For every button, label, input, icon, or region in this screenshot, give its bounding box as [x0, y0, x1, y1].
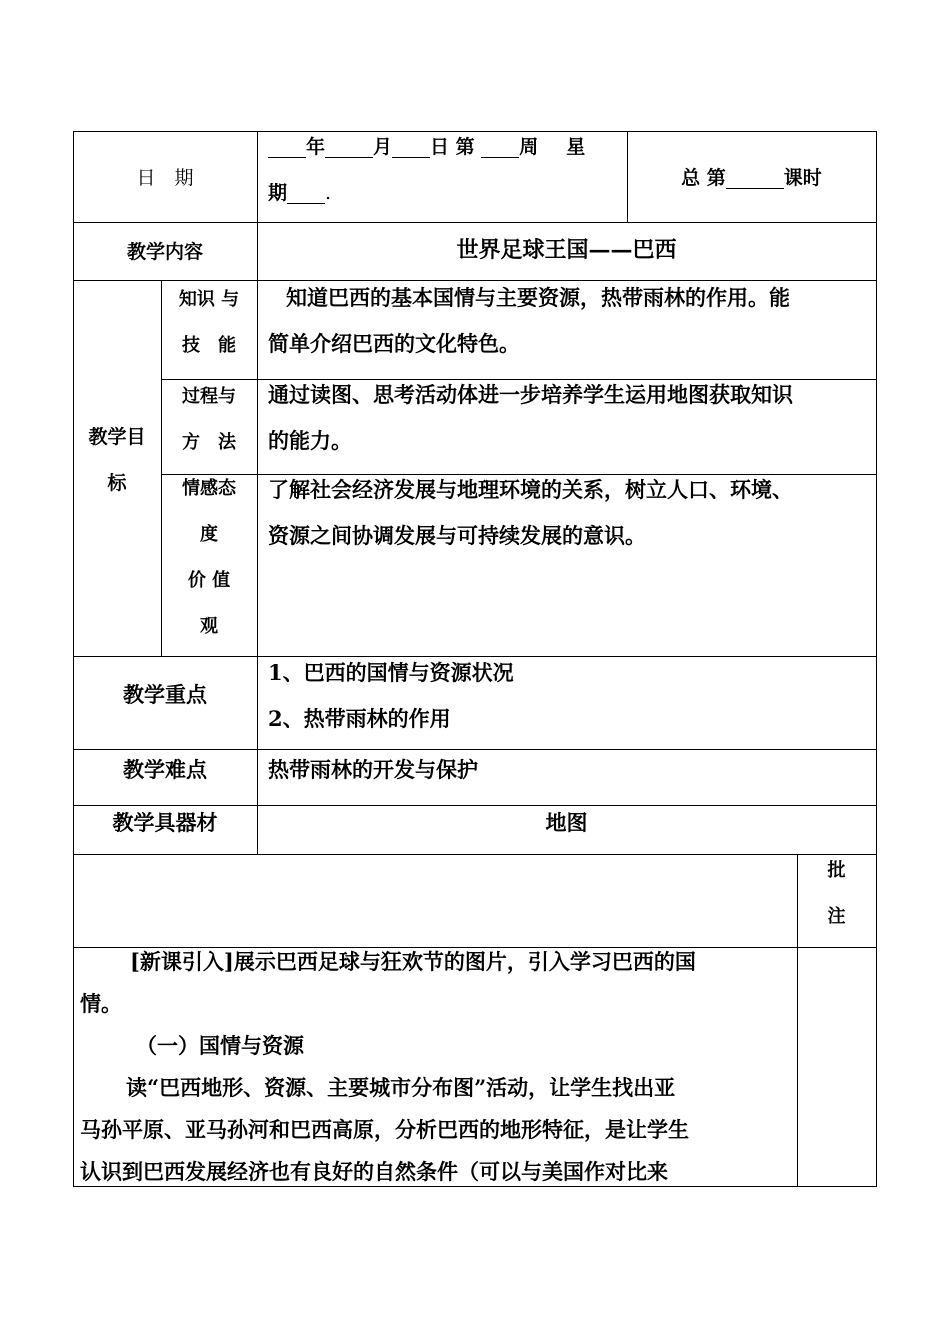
objective-attitude-text: 了解社会经济发展与地理环境的关系，树立人口、环境、 资源之间协调发展与可持续发展的意识。	[268, 477, 793, 548]
total-lesson	[627, 155, 876, 201]
difficulty-label: 教学难点	[123, 757, 207, 782]
key-points-label: 教学重点	[123, 682, 207, 707]
date-text	[268, 124, 623, 170]
date-year-label: 年	[306, 136, 326, 158]
key-points-text: 1、巴西的国情与资源状况 2、热带雨林的作用	[268, 660, 514, 731]
difficulty-text: 热带雨林的开发与保护	[268, 757, 478, 782]
body-p2-line3: 认识到巴西发展经济也有良好的自然条件（可以与美国作对比来	[80, 1159, 668, 1184]
lesson-title: 世界足球王国——巴西	[456, 237, 677, 263]
date-weekday-label: 星	[566, 136, 586, 158]
rule	[73, 222, 877, 223]
rule	[876, 131, 877, 1187]
body-intro-line2: 情。	[80, 991, 122, 1016]
body-p2-line1: 读“巴西地形、资源、主要城市分布图”活动，让学生找出亚	[126, 1075, 676, 1100]
objective-process-label: 过程与 方 法	[182, 386, 236, 453]
date-day-label: 日 第	[430, 136, 475, 158]
date-label: 日 期	[136, 167, 194, 189]
objective-process-text: 通过读图、思考活动体进一步培养学生运用地图获取知识 的能力。	[268, 382, 793, 453]
notes-label: 批 注	[827, 860, 846, 927]
total-suffix: 课时	[783, 167, 822, 189]
materials-label: 教学具器材	[112, 810, 218, 835]
body-p2-line2: 马孙平原、亚马孙河和巴西高原，分析巴西的地形特征，是让学生	[80, 1117, 689, 1142]
rule	[73, 131, 74, 1187]
content-label: 教学内容	[126, 241, 203, 263]
date-month-label: 月	[373, 136, 393, 158]
rule	[73, 854, 877, 855]
objective-knowledge-label: 知识 与 技 能	[178, 289, 240, 356]
body-text	[80, 941, 794, 1193]
date-text-line2: 期 .	[268, 182, 332, 204]
materials-text: 地图	[545, 810, 588, 835]
date-week-label: 周	[519, 136, 539, 158]
objective-knowledge-text: 知道巴西的基本国情与主要资源，热带雨林的作用。能 简单介绍巴西的文化特色。	[268, 285, 790, 356]
body-intro-line1: [新课引入]展示巴西足球与狂欢节的图片，引入学习巴西的国	[130, 949, 696, 974]
objectives-label: 教学目 标	[88, 426, 146, 494]
total-prefix: 总 第	[681, 167, 726, 189]
objective-attitude-label: 情感态 度 价 值 观	[182, 478, 236, 637]
section-heading: （一）国情与资源	[136, 1033, 304, 1058]
